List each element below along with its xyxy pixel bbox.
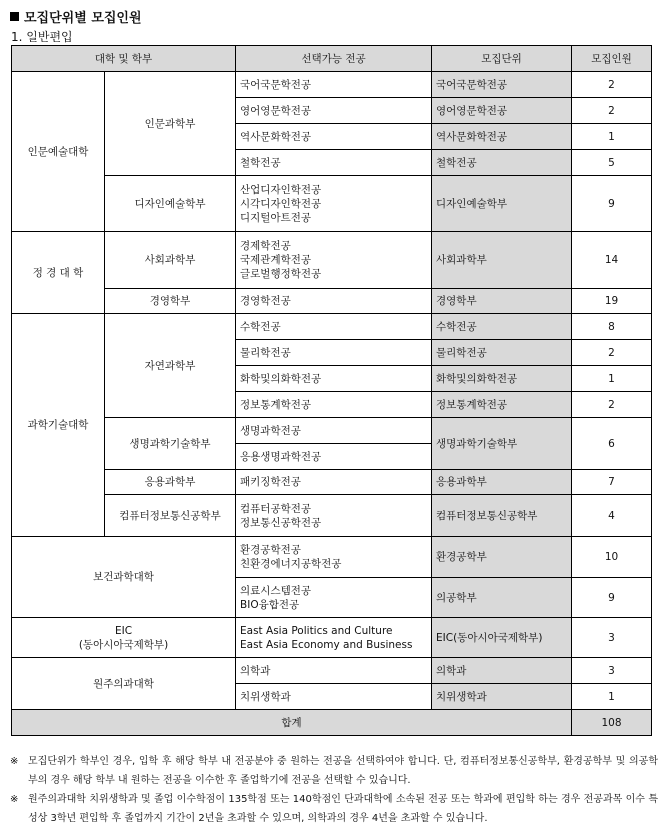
table-row [12, 176, 652, 232]
count-cell: 14 [572, 232, 652, 289]
unit-cell: 물리학전공 [432, 340, 572, 366]
table-row [12, 618, 652, 658]
major-line: 친환경에너지공학전공 [240, 558, 342, 570]
note-item [10, 752, 658, 790]
college-cell: 인문예술대학 [12, 72, 105, 232]
college-cell: 정 경 대 학 [12, 232, 105, 314]
count-cell: 2 [572, 340, 652, 366]
major-cell: 화학및의화학전공 [236, 366, 432, 392]
major-cell [236, 232, 432, 289]
table-row [12, 537, 652, 578]
major-line: 경제학전공 [240, 240, 291, 252]
major-line: 정보통신공학전공 [240, 516, 322, 529]
table-row [12, 470, 652, 495]
header-college: 대학 및 학부 [12, 46, 236, 72]
unit-cell: 역사문화학전공 [432, 124, 572, 150]
major-cell: 생명과학전공 [236, 418, 432, 444]
section-heading [10, 7, 142, 26]
table-row [12, 418, 652, 444]
unit-cell: 의공학부 [432, 578, 572, 618]
division-cell: 컴퓨터정보통신공학부 [105, 495, 236, 537]
count-cell: 2 [572, 72, 652, 98]
section-title: 모집단위별 모집인원 [24, 11, 142, 26]
count-cell: 7 [572, 470, 652, 495]
note-item [10, 790, 658, 828]
count-cell: 1 [572, 366, 652, 392]
unit-cell: EIC(동아시아국제학부) [432, 618, 572, 658]
major-cell: 역사문화학전공 [236, 124, 432, 150]
major-cell: 응용생명과학전공 [236, 444, 432, 470]
major-cell: 물리학전공 [236, 340, 432, 366]
count-cell: 10 [572, 537, 652, 578]
major-line: East Asia Economy and Business [240, 638, 413, 651]
division-cell: 디자인예술학부 [105, 176, 236, 232]
unit-cell: 환경공학부 [432, 537, 572, 578]
unit-cell: 화학및의화학전공 [432, 366, 572, 392]
college-line: EIC [114, 624, 133, 637]
table-row [12, 72, 652, 98]
college-line: (동아시아국제학부) [78, 638, 169, 651]
total-count: 108 [572, 710, 652, 736]
major-cell [236, 537, 432, 578]
division-cell: 인문과학부 [105, 72, 236, 176]
major-line: 의료시스템전공 [240, 584, 312, 597]
major-line: 컴퓨터공학전공 [240, 502, 312, 515]
major-line: 디지털아트전공 [240, 211, 312, 224]
major-cell: 정보통계학전공 [236, 392, 432, 418]
major-cell: 경영학전공 [236, 289, 432, 314]
major-cell: 의학과 [236, 658, 432, 684]
note-mark-icon: ※ [10, 794, 19, 805]
college-cell: 원주의과대학 [12, 658, 236, 710]
table-row [12, 289, 652, 314]
total-label: 합계 [12, 710, 572, 736]
division-cell: 자연과학부 [105, 314, 236, 418]
note-text: 원주의과대학 치위생학과 및 졸업 이수학점이 135학점 또는 140학점인 단과대학에 소속된 전공 또는 학과에 편입학 하는 경우 전공과목 이수 특성상 3학년 편입학 후 졸업까지 기간이 2년을 초과할 수 있으며, 의학과의 경우 4년을 초과할 수 있습니다. [28, 794, 658, 824]
major-line: 글로벌행정학전공 [240, 268, 322, 280]
count-cell: 3 [572, 618, 652, 658]
major-cell [236, 495, 432, 537]
count-cell: 9 [572, 578, 652, 618]
unit-cell: 사회과학부 [432, 232, 572, 289]
header-major: 선택가능 전공 [236, 46, 432, 72]
total-row [12, 710, 652, 736]
square-bullet-icon [10, 12, 19, 21]
unit-cell: 철학전공 [432, 150, 572, 176]
division-cell: 사회과학부 [105, 232, 236, 289]
major-cell: 패키징학전공 [236, 470, 432, 495]
notes [10, 752, 658, 828]
major-cell: 영어영문학전공 [236, 98, 432, 124]
major-cell: 철학전공 [236, 150, 432, 176]
recruitment-table [11, 45, 652, 736]
count-cell: 4 [572, 495, 652, 537]
note-text: 모집단위가 학부인 경우, 입학 후 해당 학부 내 전공분야 중 원하는 전공을 선택하여야 합니다. 단, 컴퓨터정보통신공학부, 환경공학부 및 의공학부의 경우 해당 학부 내 원하는 전공을 이수한 후 졸업학기에 전공을 선택할 수 있습니다. [28, 756, 658, 786]
major-cell [236, 176, 432, 232]
table-row [12, 495, 652, 537]
note-mark-icon: ※ [10, 756, 19, 767]
count-cell: 2 [572, 392, 652, 418]
unit-cell: 응용과학부 [432, 470, 572, 495]
unit-cell: 정보통계학전공 [432, 392, 572, 418]
count-cell: 9 [572, 176, 652, 232]
count-cell: 6 [572, 418, 652, 470]
unit-cell: 생명과학기술학부 [432, 418, 572, 470]
major-cell: 치위생학과 [236, 684, 432, 710]
unit-cell: 국어국문학전공 [432, 72, 572, 98]
division-cell: 응용과학부 [105, 470, 236, 495]
major-cell: 국어국문학전공 [236, 72, 432, 98]
unit-cell: 경영학부 [432, 289, 572, 314]
unit-cell: 의학과 [432, 658, 572, 684]
count-cell: 1 [572, 684, 652, 710]
subsection-title: 1. 일반편입 [11, 30, 73, 44]
unit-cell: 수학전공 [432, 314, 572, 340]
major-line: East Asia Politics and Culture [240, 624, 393, 637]
unit-cell: 치위생학과 [432, 684, 572, 710]
college-cell: 보건과학대학 [12, 537, 236, 618]
count-cell: 19 [572, 289, 652, 314]
major-line: 국제관계학전공 [240, 254, 312, 266]
header-unit: 모집단위 [432, 46, 572, 72]
table-row [12, 232, 652, 289]
major-cell: 수학전공 [236, 314, 432, 340]
major-line: 시각디자인학전공 [240, 197, 322, 210]
count-cell: 5 [572, 150, 652, 176]
major-line: 환경공학전공 [240, 544, 301, 556]
college-cell: 과학기술대학 [12, 314, 105, 537]
major-line: 산업디자인학전공 [240, 183, 322, 196]
unit-cell: 영어영문학전공 [432, 98, 572, 124]
count-cell: 3 [572, 658, 652, 684]
count-cell: 8 [572, 314, 652, 340]
unit-cell: 디자인예술학부 [432, 176, 572, 232]
major-line: BIO융합전공 [240, 598, 300, 611]
division-cell: 경영학부 [105, 289, 236, 314]
division-cell: 생명과학기술학부 [105, 418, 236, 470]
header-count: 모집인원 [572, 46, 652, 72]
unit-cell: 컴퓨터정보통신공학부 [432, 495, 572, 537]
college-cell [12, 618, 236, 658]
table-header-row [12, 46, 652, 72]
table-row [12, 314, 652, 340]
major-cell [236, 578, 432, 618]
count-cell: 2 [572, 98, 652, 124]
count-cell: 1 [572, 124, 652, 150]
table-row [12, 658, 652, 684]
major-cell [236, 618, 432, 658]
